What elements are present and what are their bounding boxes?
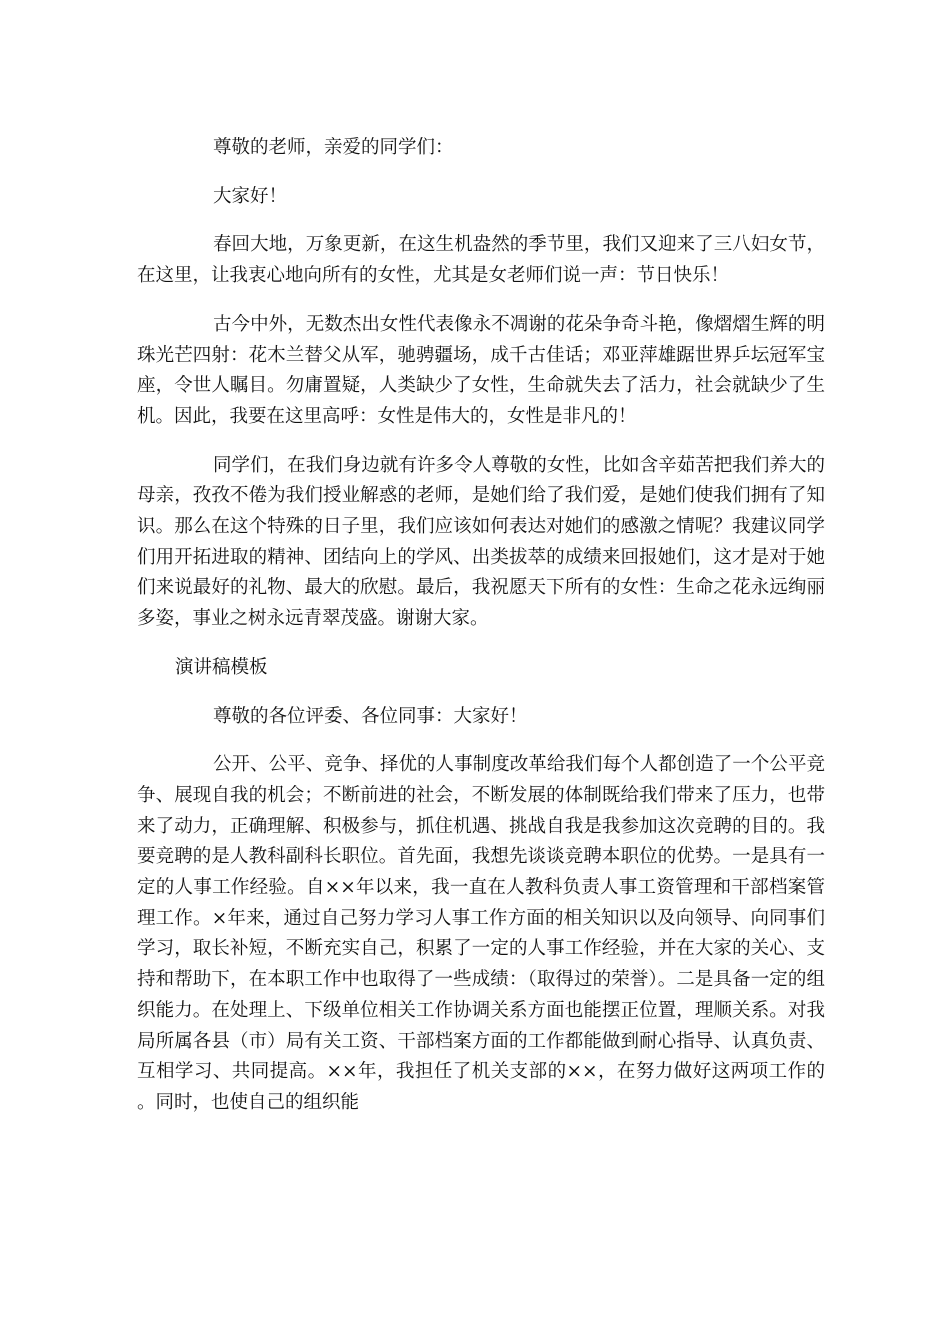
salutation: 尊敬的老师，亲爱的同学们： (213, 137, 454, 158)
paragraph-competition: 公开、公平、竞争、择优的人事制度改革给我们每个人都创造了一个公平竞争、展现自我的机会；不断前进的社会，不断发展的体制既给我们带来了压力，也带来了动力，正确理解、积极参与，抓住机遇、挑战自我是我参加这次竞聘的目的。我要竞聘的是人教科副科长职位。首先面，我想先谈谈竞聘本职位的优势。一是具有一定的人事工作经验。自××年以来，我一直在人教科负责人事工资管理和干部档案管理工作。×年来，通过自己努力学习人事工作方面的相关知识以及向领导、向同事们学习，取长补短，不断充实自己，积累了一定的人事工作经验，并在大家的关心、支持和帮助下，在本职工作中也取得了一些成绩：（取得过的荣誉）。二是具备一定的组织能力。在处理上、下级单位相关工作协调关系方面也能摆正位置，理顺关系。对我局所属各县（市）局有关工资、干部档案方面的工作都能做到耐心指导、认真负责、互相学习、共同提高。××年，我担任了机关支部的××，在努力做好这两项工作的。同时，也使自己的组织能 (137, 754, 825, 1113)
salutation-2: 尊敬的各位评委、各位同事：大家好！ (213, 705, 528, 727)
paragraph-students: 同学们，在我们身边就有许多令人尊敬的女性，比如含辛茹苦把我们养大的母亲，孜孜不倦为我们授业解惑的老师，是她们给了我们爱，是她们使我们拥有了知识。那么在这个特殊的日子里，我们应该如何表达对她们的感激之情呢？我建议同学们用开拓进取的精神、团结向上的学风、出类拔萃的成绩来回报她们，这才是对于她们来说最好的礼物、最大的欣慰。最后，我祝愿天下所有的女性：生命之花永远绚丽多姿，事业之树永远青翠茂盛。谢谢大家。 (137, 454, 825, 630)
document-body (137, 133, 825, 1137)
section-title: 演讲稿模板 (175, 656, 268, 678)
paragraph-women-history: 古今中外，无数杰出女性代表像永不凋谢的花朵争奇斗艳，像熠熠生辉的明珠光芒四射：花木兰替父从军，驰骋疆场，成千古佳话；邓亚萍雄踞世界乒坛冠军宝座，令世人瞩目。勿庸置疑，人类缺少了女性，生命就失去了活力，社会就缺少了生机。因此，我要在这里高呼：女性是伟大的，女性是非凡的！ (137, 313, 825, 427)
paragraph-spring: 春回大地，万象更新，在这生机盎然的季节里，我们又迎来了三八妇女节，在这里，让我衷心地向所有的女性，尤其是女老师们说一声：节日快乐！ (137, 234, 825, 287)
greeting: 大家好！ (213, 185, 288, 207)
